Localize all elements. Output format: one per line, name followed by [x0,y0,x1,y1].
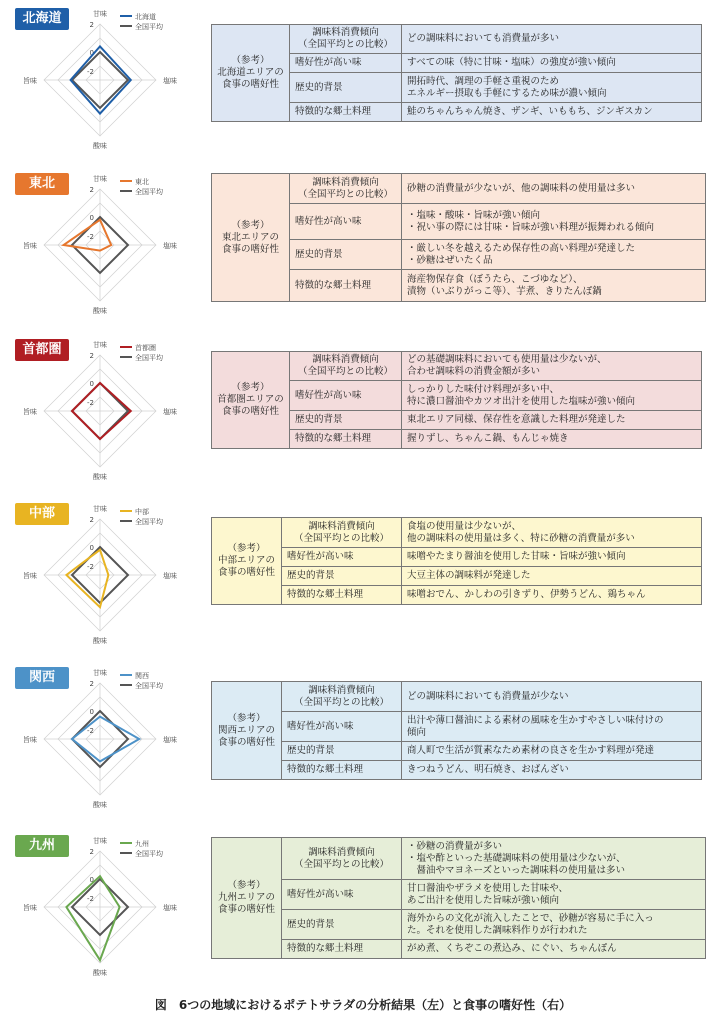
row-value: どの調味料においても消費量が少ない [402,682,702,712]
radar-legend [120,671,163,690]
axis-label-sweet: 甘味 [93,10,107,18]
axis-label-sweet: 甘味 [93,669,107,677]
region-badge: 中部 [15,503,69,525]
row-label: 特徴的な郷土料理 [290,270,402,302]
reference-label: （参考） 東北エリアの 食事の嗜好性 [212,174,290,302]
row-label: 調味料消費傾向 （全国平均との比較） [282,682,402,712]
preference-table [211,351,702,449]
series-kyushu [66,876,119,960]
region-hokkaido [0,2,726,162]
table-row [212,567,702,586]
region-kyushu [0,829,726,989]
radar-tick-label: -2 [87,233,94,241]
table-row [212,910,706,940]
axis-label-salty: 塩味 [163,904,177,912]
table-row [212,682,702,712]
row-label: 調味料消費傾向 （全国平均との比較） [290,174,402,204]
region-badge: 九州 [15,835,69,857]
row-value: 食塩の使用量は少ないが、 他の調味料の使用量は多く、特に砂糖の消費量が多い [402,518,702,548]
table-row [212,25,702,54]
row-value: 大豆主体の調味料が発達した [402,567,702,586]
legend-label-region: 北海道 [135,13,156,21]
preference-table [211,173,706,302]
axis-label-umami: 旨味 [23,242,37,250]
row-label: 歴史的背景 [282,742,402,761]
row-label: 特徴的な郷土料理 [290,430,402,449]
row-label: 特徴的な郷土料理 [282,761,402,780]
table-row [212,880,706,910]
legend-label-national: 全国平均 [135,682,163,690]
row-value: ・砂糖の消費量が多い ・塩や酢といった基礎調味料の使用量は少ないが、 醤油やマヨネーズといった調味料の使用量は多い [402,838,706,880]
region-tohoku [0,167,726,327]
row-value: 商人町で生活が質素なため素材の良さを生かす料理が発達 [402,742,702,761]
legend-label-national: 全国平均 [135,188,163,196]
axis-label-salty: 塩味 [163,408,177,416]
figure-caption: 図 6つの地域におけるポテトサラダの分析結果（左）と食事の嗜好性（右） [154,998,572,1012]
row-value: 開拓時代、調理の手軽さ重視のため エネルギー摂取も手軽にするため味が濃い傾向 [402,73,702,103]
region-badge: 北海道 [15,8,69,30]
legend-label-region: 九州 [135,840,149,848]
axis-label-sweet: 甘味 [93,341,107,349]
axis-label-salty: 塩味 [163,242,177,250]
legend-label-region: 東北 [135,178,149,186]
region-kansai [0,661,726,821]
row-label: 歴史的背景 [282,567,402,586]
legend-label-region: 関西 [135,672,149,680]
radar-tick-label: 2 [89,516,94,524]
row-label: 調味料消費傾向 （全国平均との比較） [282,838,402,880]
axis-label-umami: 旨味 [23,77,37,85]
row-label: 特徴的な郷土料理 [290,103,402,122]
row-value: きつねうどん、明石焼き、おばんざい [402,761,702,780]
table-row [212,940,706,959]
row-value: 海産物保存食（ぼうたら、こづゆなど）、 漬物（いぶりがっこ等）、芋煮、きりたんぽ鍋 [402,270,706,302]
row-value: 東北エリア同様、保存性を意識した料理が発達した [402,411,702,430]
table-row [212,712,702,742]
row-value: がめ煮、くちぞこの煮込み、にぐい、ちゃんぽん [402,940,706,959]
axis-label-sour: 酸味 [93,637,107,645]
table-row [212,548,702,567]
axis-label-salty: 塩味 [163,77,177,85]
radar-tick-label: -2 [87,895,94,903]
row-value: 握りずし、ちゃんこ鍋、もんじゃ焼き [402,430,702,449]
row-value: ・厳しい冬を越えるため保存性の高い料理が発達した ・砂糖はぜいたく品 [402,240,706,270]
preference-table [211,517,702,605]
radar-tick-label: 2 [89,352,94,360]
radar-tick-label: -2 [87,563,94,571]
legend-label-region: 首都圏 [135,344,156,352]
row-value: しっかりした味付け料理が多い中、 特に濃口醤油やカツオ出汁を使用した塩味が強い傾向 [402,381,702,411]
region-badge: 首都圏 [15,339,69,361]
row-label: 嗜好性が高い味 [290,54,402,73]
row-label: 調味料消費傾向 （全国平均との比較） [290,25,402,54]
row-label: 嗜好性が高い味 [290,381,402,411]
legend-label-national: 全国平均 [135,850,163,858]
axis-label-umami: 旨味 [23,904,37,912]
radar-tick-label: 0 [89,544,94,552]
axis-label-salty: 塩味 [163,572,177,580]
radar-legend [120,343,163,362]
row-value: 味噌おでん、かしわの引きずり、伊勢うどん、鶏ちゃん [402,586,702,605]
radar-tick-label: 0 [89,214,94,222]
row-label: 特徴的な郷土料理 [282,586,402,605]
reference-label: （参考） 九州エリアの 食事の嗜好性 [212,838,282,959]
row-value: ・塩味・酸味・旨味が強い傾向 ・祝い事の際には甘味・旨味が強い料理が振舞われる傾向 [402,204,706,240]
radar-chart [8,2,198,150]
row-label: 歴史的背景 [290,240,402,270]
radar-tick-label: -2 [87,727,94,735]
row-label: 嗜好性が高い味 [282,712,402,742]
radar-legend [120,839,163,858]
radar-tick-label: 0 [89,708,94,716]
row-label: 歴史的背景 [290,73,402,103]
row-value: 海外からの文化が流入したことで、砂糖が容易に手に入っ た。それを使用した調味料作りが行われた [402,910,706,940]
table-row [212,742,702,761]
axis-label-sweet: 甘味 [93,175,107,183]
reference-label: （参考） 関西エリアの 食事の嗜好性 [212,682,282,780]
axis-label-umami: 旨味 [23,736,37,744]
axis-label-sour: 酸味 [93,142,107,150]
axis-label-umami: 旨味 [23,408,37,416]
legend-label-national: 全国平均 [135,23,163,31]
row-label: 歴史的背景 [282,910,402,940]
radar-tick-label: 2 [89,680,94,688]
preference-table [211,24,702,122]
axis-label-sour: 酸味 [93,307,107,315]
row-value: すべての味（特に甘味・塩味）の強度が強い傾向 [402,54,702,73]
table-row [212,838,706,880]
series-chubu [66,550,108,607]
radar-legend [120,12,163,31]
radar-tick-label: -2 [87,399,94,407]
axis-label-salty: 塩味 [163,736,177,744]
row-label: 嗜好性が高い味 [290,204,402,240]
axis-label-sour: 酸味 [93,801,107,809]
radar-tick-label: 0 [89,876,94,884]
radar-chart [8,661,198,809]
radar-tick-label: -2 [87,68,94,76]
radar-tick-label: 0 [89,380,94,388]
row-label: 嗜好性が高い味 [282,880,402,910]
radar-chart [8,333,198,481]
radar-tick-label: 2 [89,848,94,856]
radar-legend [120,507,163,526]
legend-label-national: 全国平均 [135,518,163,526]
axis-label-sweet: 甘味 [93,505,107,513]
axis-label-umami: 旨味 [23,572,37,580]
axis-label-sour: 酸味 [93,473,107,481]
region-badge: 関西 [15,667,69,689]
radar-chart [8,167,198,315]
legend-label-region: 中部 [135,508,149,516]
preference-table [211,681,702,780]
radar-tick-label: 2 [89,21,94,29]
row-value: どの基礎調味料においても使用量は少ないが、 合わせ調味料の消費金額が多い [402,352,702,381]
axis-label-sour: 酸味 [93,969,107,977]
table-row [212,174,706,204]
radar-legend [120,177,163,196]
radar-tick-label: 0 [89,49,94,57]
table-row [212,352,702,381]
region-chubu [0,497,726,657]
row-value: 甘口醤油やザラメを使用した甘味や、 あご出汁を使用した旨味が強い傾向 [402,880,706,910]
row-value: 味噌やたまり醤油を使用した甘味・旨味が強い傾向 [402,548,702,567]
reference-label: （参考） 北海道エリアの 食事の嗜好性 [212,25,290,122]
preference-table [211,837,706,959]
axis-label-sweet: 甘味 [93,837,107,845]
radar-chart [8,829,198,977]
row-value: 出汁や薄口醤油による素材の風味を生かすやさしい味付けの 傾向 [402,712,702,742]
row-value: 鮭のちゃんちゃん焼き、ザンギ、いももち、ジンギスカン [402,103,702,122]
radar-tick-label: 2 [89,186,94,194]
reference-label: （参考） 首都圏エリアの 食事の嗜好性 [212,352,290,449]
table-row [212,586,702,605]
row-label: 嗜好性が高い味 [282,548,402,567]
reference-label: （参考） 中部エリアの 食事の嗜好性 [212,518,282,605]
row-label: 特徴的な郷土料理 [282,940,402,959]
legend-label-national: 全国平均 [135,354,163,362]
row-value: 砂糖の消費量が少ないが、他の調味料の使用量は多い [402,174,706,204]
radar-chart [8,497,198,645]
table-row [212,518,702,548]
table-row [212,761,702,780]
row-label: 調味料消費傾向 （全国平均との比較） [290,352,402,381]
region-shutoken [0,333,726,493]
row-value: どの調味料においても消費量が多い [402,25,702,54]
region-badge: 東北 [15,173,69,195]
row-label: 歴史的背景 [290,411,402,430]
row-label: 調味料消費傾向 （全国平均との比較） [282,518,402,548]
